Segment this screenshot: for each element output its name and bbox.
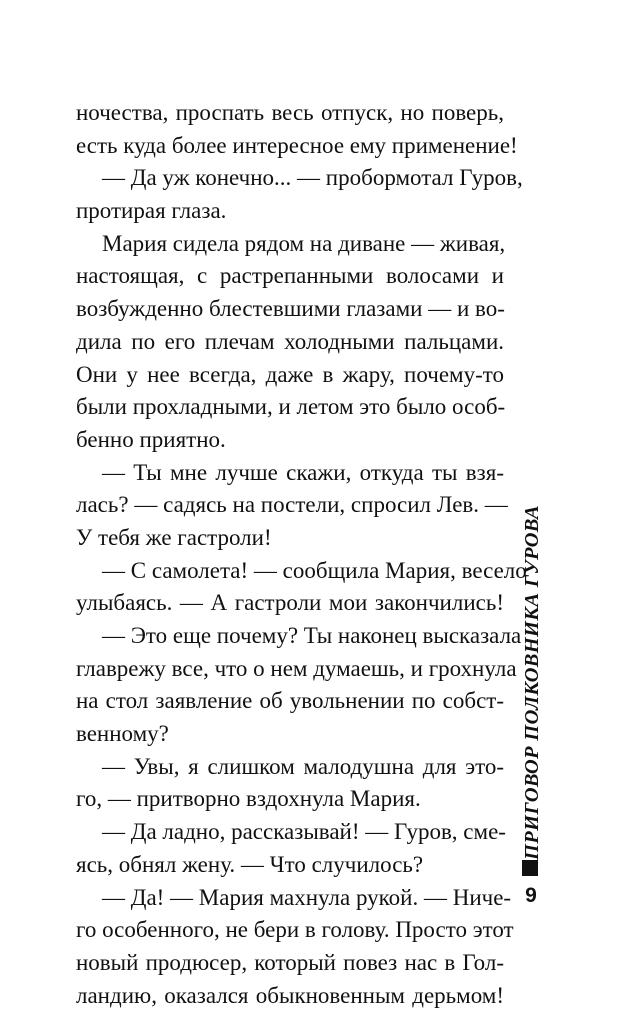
- text-line: го, — притворно вздохнула Мария.: [76, 786, 421, 812]
- text-line: ночества, проспать весь отпуск, но поверь,: [76, 100, 504, 125]
- text-line: венному?: [76, 721, 169, 747]
- text-line: — Да уж конечно... — пробормотал Гуров,: [102, 165, 523, 191]
- text-line: возбужденно блестевшими глазами — и во-: [76, 296, 505, 322]
- text-line: бенно приятно.: [76, 426, 226, 452]
- square-marker-icon: [522, 860, 538, 876]
- text-line: ландию, оказался обыкновенным дерьмом!: [76, 982, 504, 1008]
- text-line: — Да! — Мария махнула рукой. — Ниче-: [102, 884, 512, 910]
- text-line: У тебя же гастроли!: [76, 524, 272, 550]
- page-body-text: [76, 97, 527, 1012]
- text-line: — Ты мне лучше скажи, откуда ты взя-: [102, 459, 504, 485]
- text-line: протирая глаза.: [76, 198, 227, 224]
- text-line: — С самолета! — сообщила Мария, весело: [102, 557, 527, 583]
- text-line: главрежу все, что о нем думаешь, и грохнула: [76, 655, 517, 681]
- text-line: — Да ладно, рассказывай! — Гуров, сме-: [102, 819, 506, 845]
- text-line: — Это еще почему? Ты наконец высказала: [102, 623, 522, 648]
- running-title: ПРИГОВОР ПОЛКОВНИКА ГУРОВА: [521, 505, 543, 860]
- text-line: улыбаясь. — А гастроли мои закончились!: [76, 590, 504, 616]
- text-line: настоящая, с растрепанными волосами и: [76, 263, 504, 289]
- text-line: лась? — садясь на постели, спросил Лев. —: [76, 492, 508, 518]
- text-line: — Увы, я слишком малодушна для это-: [102, 753, 504, 779]
- text-line: на стол заявление об увольнении по собст-: [76, 688, 504, 714]
- text-line: были прохладными, и летом это было особ-: [76, 394, 506, 420]
- text-line: Они у нее всегда, даже в жару, почему-то: [76, 361, 504, 387]
- text-line: дила по его плечам холодными пальцами.: [76, 328, 504, 354]
- text-line: Мария сидела рядом на диване — живая,: [102, 230, 506, 256]
- text-line: есть куда более интересное ему применение!: [76, 132, 518, 158]
- text-line: ясь, обнял жену. — Что случилось?: [76, 851, 424, 877]
- text-line: го особенного, не бери в голову. Просто этот: [76, 917, 514, 943]
- page-number: 9: [525, 884, 537, 907]
- text-line: новый продюсер, который повез нас в Гол-: [76, 949, 504, 975]
